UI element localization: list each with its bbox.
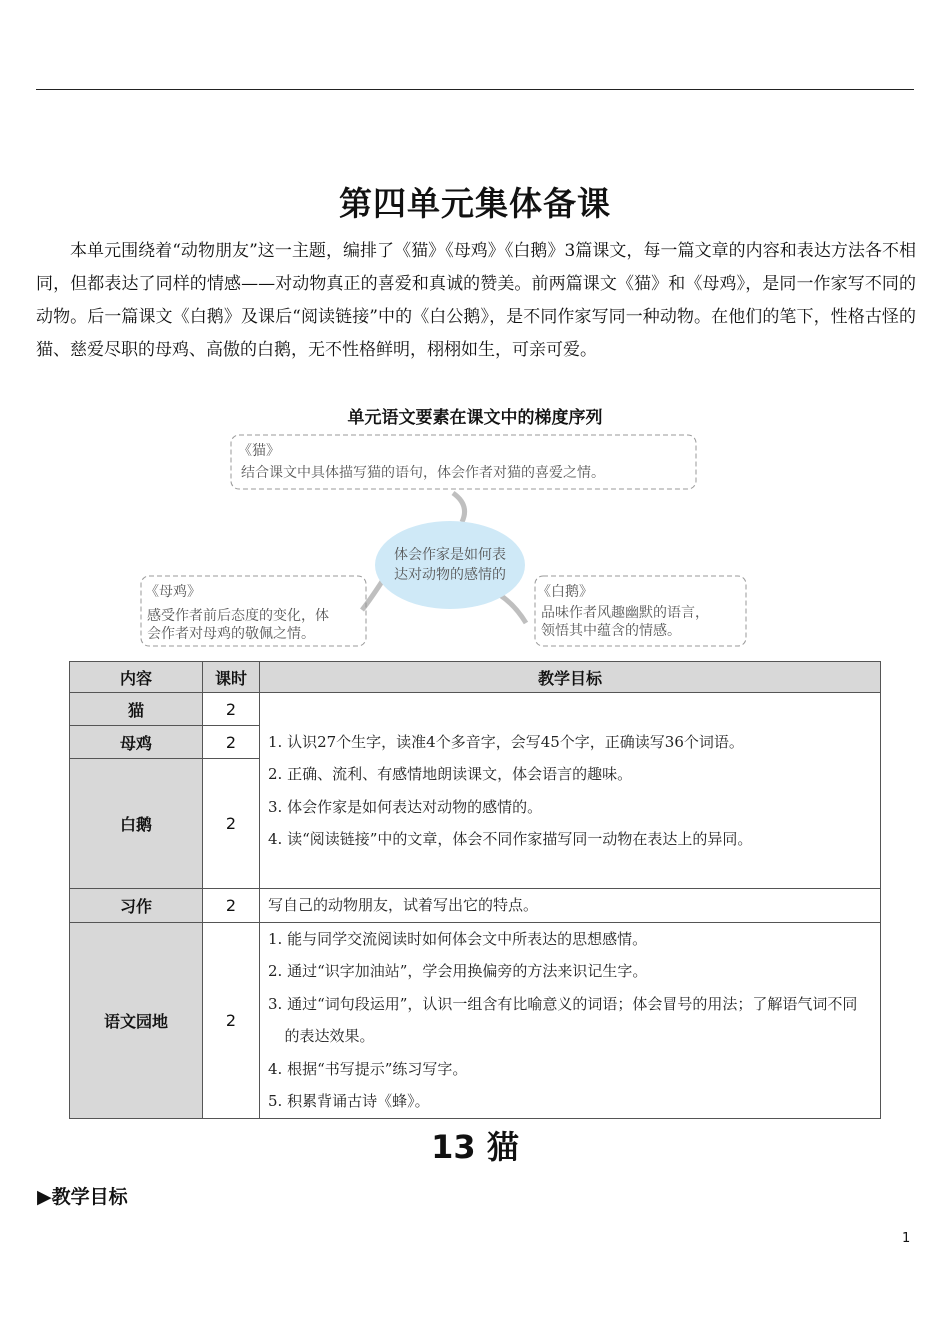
header-hours: 课时 [203, 662, 260, 693]
hours-cell: 2 [203, 922, 260, 1118]
table-row [70, 889, 881, 923]
lesson-plan-table [69, 661, 881, 1119]
lesson-cell: 语文园地 [70, 922, 203, 1118]
page-number: 1 [902, 1231, 911, 1246]
goal-line: 4. 读“阅读链接”中的文章，体会不同作家描写同一动物在表达上的异同。 [268, 830, 753, 848]
goal-line: 1. 认识27个生字，读准4个多音字，会写45个字，正确读写36个词语。 [268, 732, 744, 751]
goal-line: 2. 通过“识字加油站”，学会用换偏旁的方法来识记生字。 [268, 962, 648, 980]
goal-line: 5. 积累背诵古诗《蜂》。 [268, 1092, 430, 1110]
lesson-cell: 母鸡 [70, 726, 203, 759]
connector-cat [453, 493, 465, 522]
goal-line: 3. 体会作家是如何表达对动物的感情的。 [268, 797, 543, 816]
lesson-cell: 猫 [70, 693, 203, 726]
header-content: 内容 [70, 662, 203, 693]
hours-cell: 2 [203, 726, 260, 759]
table-row [70, 922, 881, 1118]
connector-hen [362, 580, 383, 610]
cat-text: 结合课文中具体描写猫的语句，体会作者对猫的喜爱之情。 [241, 465, 605, 481]
goal-line: 1. 能与同学交流阅读时如何体会文中所表达的思想感情。 [268, 929, 648, 948]
goal-line: 4. 根据“书写提示”练习写字。 [268, 1059, 468, 1078]
lesson-cell: 白鹅 [70, 759, 203, 889]
lesson-title: 13 猫 [431, 1128, 519, 1166]
goose-text-1: 品味作者风趣幽默的语言， [541, 605, 709, 621]
diagram-title: 单元语文要素在课文中的梯度序列 [347, 408, 603, 428]
writing-goal-cell: 写自己的动物朋友，试着写出它的特点。 [260, 889, 881, 923]
center-line-1: 体会作家是如何表 [394, 547, 506, 563]
section-heading: ▶教学目标 [37, 1186, 128, 1208]
table-header-row [70, 662, 881, 693]
header-goals: 教学目标 [260, 662, 881, 693]
intro-paragraph: 本单元围绕着“动物朋友”这一主题，编排了《猫》《母鸡》《白鹅》3篇课文，每一篇文章的内容和表达方法各不相同，但都表达了同样的情感——对动物真正的喜爱和真诚的赞美。前两篇课文《猫》和《母鸡》，是同一作家写不同的动物。后一篇课文《白鹅》及课后“阅读链接”中的《白公鹅》，是不同作家写同一种动物。在他们的笔下，性格古怪的猫、慈爱尽职的母鸡、高傲的白鹅，无不性格鲜明，栩栩如生，可亲可爱。 [36, 241, 916, 360]
hours-cell: 2 [203, 759, 260, 889]
table-row [70, 693, 881, 726]
hen-text-1: 感受作者前后态度的变化，体 [147, 608, 329, 624]
hen-text-2: 会作者对母鸡的敬佩之情。 [147, 626, 315, 642]
page-title: 第四单元集体备课 [339, 184, 611, 223]
goose-text-2: 领悟其中蕴含的情感。 [541, 623, 681, 639]
hours-cell: 2 [203, 693, 260, 726]
hen-heading: 《母鸡》 [145, 584, 201, 600]
garden-goals-cell [260, 922, 881, 1118]
cat-heading: 《猫》 [238, 443, 280, 459]
reading-goals-cell [260, 693, 881, 889]
hours-cell: 2 [203, 889, 260, 923]
element-diagram [0, 0, 950, 660]
lesson-cell: 习作 [70, 889, 203, 923]
goal-line: 2. 正确、流利、有感情地朗读课文，体会语言的趣味。 [268, 765, 633, 783]
center-line-2: 达对动物的感情的 [394, 567, 506, 583]
connector-goose [500, 595, 526, 623]
goose-heading: 《白鹅》 [537, 584, 593, 600]
goal-line: 3. 通过“词句段运用”，认识一组含有比喻意义的词语；体会冒号的用法；了解语气词不同的表达效果。 [268, 994, 858, 1045]
center-bubble [375, 521, 525, 609]
